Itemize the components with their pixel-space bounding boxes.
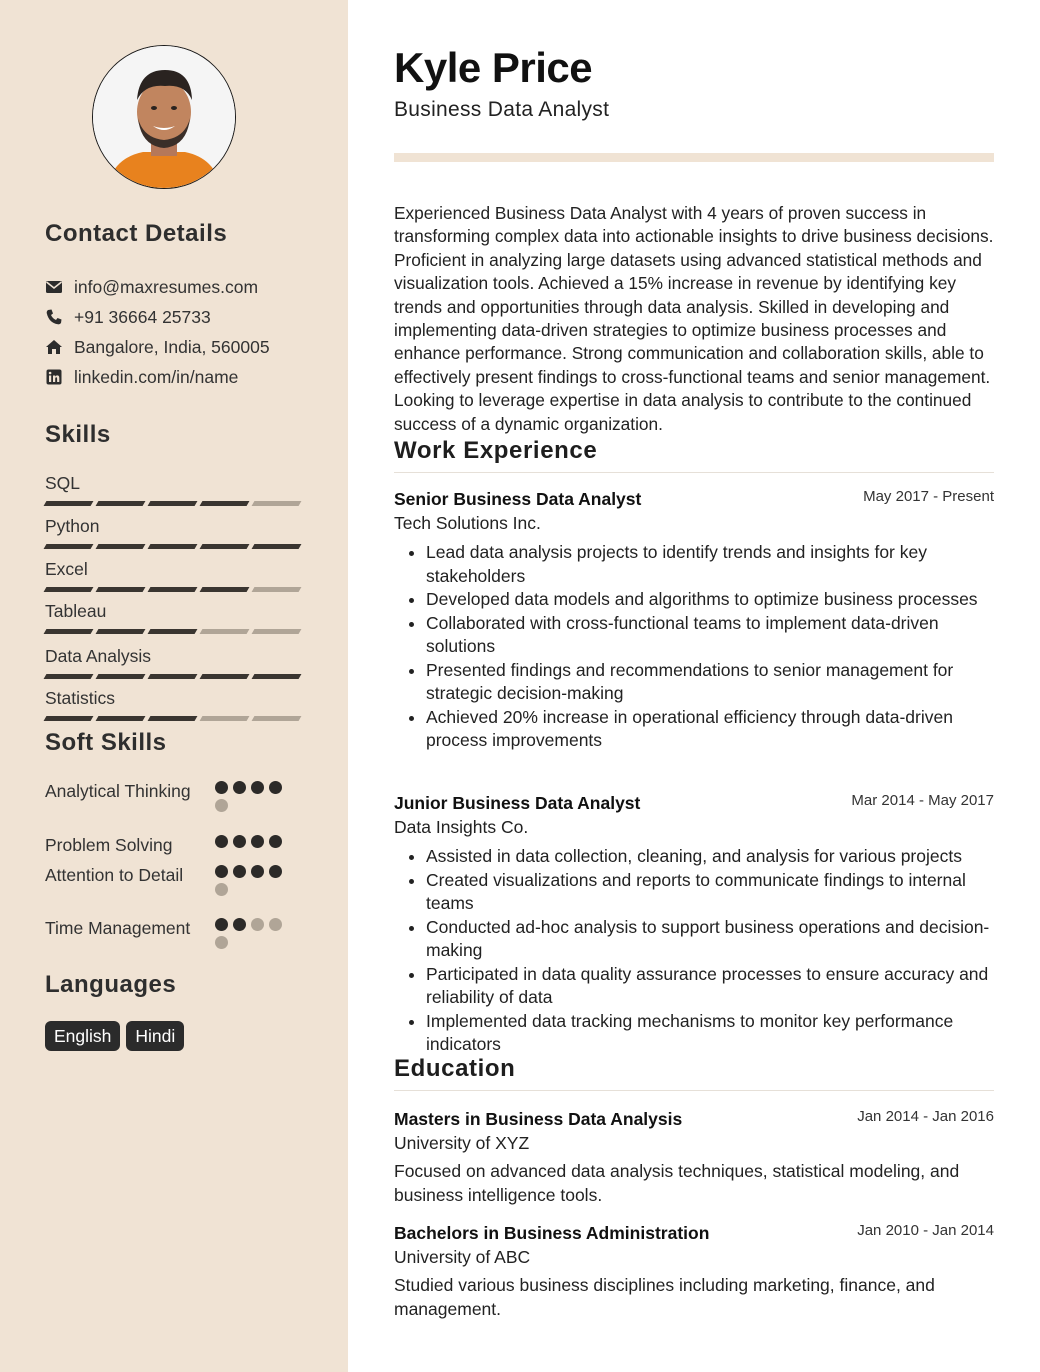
job-title: Senior Business Data Analyst [394, 489, 642, 509]
job-bullets [394, 845, 994, 1057]
education-description: Studied various business disciplines including marketing, finance, and management. [394, 1275, 935, 1319]
skill-item [45, 599, 301, 634]
job-bullet: • Assisted in data collection, cleaning, and analysis for various projects [426, 845, 994, 869]
job-bullet: • Conducted ad-hoc analysis to support business operations and decision-making [426, 916, 994, 963]
rating-dot-filled [215, 781, 228, 794]
skill-segment-filled [148, 716, 198, 721]
skill-segment-empty [252, 629, 302, 634]
skill-item [45, 557, 301, 592]
contact-email-text: info@maxresumes.com [74, 276, 259, 297]
skill-segment-filled [148, 587, 198, 592]
rating-dot-filled [269, 835, 282, 848]
rating-dot-empty [251, 918, 264, 931]
skill-segment-empty [200, 716, 250, 721]
job-bullet: • Presented findings and recommendations to senior management for strategic decision-making [426, 659, 994, 706]
rating-dot-filled [215, 835, 228, 848]
profile-photo-image [93, 46, 235, 188]
job-bullet: • Collaborated with cross-functional teams to implement data-driven solutions [426, 612, 994, 659]
contact-address [45, 335, 270, 359]
skill-segment-filled [96, 716, 146, 721]
education-description: Focused on advanced data analysis techniques, statistical modeling, and business intelligence tools. [394, 1161, 960, 1205]
education-heading: Education [394, 1055, 994, 1091]
skill-segment-filled [44, 674, 94, 679]
rating-dot-filled [251, 865, 264, 878]
job-bullet: • Implemented data tracking mechanisms to monitor key performance indicators [426, 1010, 994, 1057]
skill-segment-empty [252, 501, 302, 506]
skill-segment-filled [148, 544, 198, 549]
languages-list [45, 1021, 184, 1051]
skill-segment-filled [252, 544, 302, 549]
soft-skill-item [45, 863, 305, 887]
header-divider [394, 153, 994, 162]
work-experience-heading: Work Experience [394, 437, 994, 473]
job-company: Tech Solutions Inc. [394, 513, 541, 533]
skill-segment-filled [44, 587, 94, 592]
job-company: Data Insights Co. [394, 817, 529, 837]
skill-level-bar [45, 501, 301, 506]
soft-skill-name: Problem Solving [45, 835, 173, 855]
institution-name: University of XYZ [394, 1133, 530, 1153]
soft-skill-dots [215, 781, 295, 817]
education-entry [394, 1107, 994, 1207]
soft-skill-dots [215, 835, 295, 853]
contact-phone-text: +91 36664 25733 [74, 306, 211, 327]
skill-name: Statistics [45, 688, 116, 708]
skill-name: SQL [45, 473, 81, 493]
education-date: Jan 2014 - Jan 2016 [857, 1108, 994, 1125]
soft-skill-name: Time Management [45, 918, 191, 938]
soft-skill-dots [215, 918, 295, 954]
rating-dot-empty [269, 918, 282, 931]
contact-linkedin-text: linkedin.com/in/name [74, 366, 239, 387]
skill-level-bar [45, 716, 301, 721]
job-title: Junior Business Data Analyst [394, 793, 641, 813]
soft-skill-name: Analytical Thinking [45, 781, 191, 801]
job-date: Mar 2014 - May 2017 [851, 792, 994, 809]
skill-segment-filled [148, 674, 198, 679]
rating-dot-filled [269, 781, 282, 794]
job-entry [394, 487, 994, 753]
job-bullet: • Created visualizations and reports to communicate findings to internal teams [426, 869, 994, 916]
language-badge: English [45, 1021, 120, 1051]
soft-skills-heading: Soft Skills [45, 729, 167, 756]
skill-segment-filled [200, 674, 250, 679]
soft-skill-item [45, 779, 305, 803]
education-date: Jan 2010 - Jan 2014 [857, 1222, 994, 1239]
contact-email[interactable] [45, 275, 258, 299]
job-entry [394, 791, 994, 1057]
summary-text: Experienced Business Data Analyst with 4 years of proven success in transforming complex data into actionable insights to drive business decisions. Proficient in analyzing large datasets using advanced statistical methods and visualization tools. Achieved a 15% increase in revenue by identifying key trends and opportunities through data analysis. Skilled in developing and implementing data-driven strategies to optimize business processes and enhance performance. Strong communication and collaboration skills, able to effectively present findings to cross-functional teams and senior management. Looking to leverage expertise in data analysis to contribute to the continued success of a dynamic organization. [394, 203, 994, 434]
skill-level-bar [45, 587, 301, 592]
rating-dot-empty [215, 936, 228, 949]
rating-dot-filled [233, 835, 246, 848]
skill-segment-filled [44, 501, 94, 506]
home-icon [45, 338, 63, 356]
skill-name: Tableau [45, 601, 107, 621]
skill-segment-empty [200, 629, 250, 634]
job-bullets [394, 541, 994, 753]
degree-title: Masters in Business Data Analysis [394, 1109, 683, 1129]
skill-segment-filled [200, 587, 250, 592]
skill-segment-filled [148, 501, 198, 506]
rating-dot-filled [215, 865, 228, 878]
rating-dot-filled [269, 865, 282, 878]
education-entry [394, 1221, 994, 1321]
skill-name: Data Analysis [45, 646, 152, 666]
skill-item [45, 644, 301, 679]
skill-segment-filled [96, 629, 146, 634]
envelope-icon [45, 278, 63, 296]
rating-dot-filled [233, 865, 246, 878]
skill-segment-filled [96, 674, 146, 679]
skill-segment-filled [252, 674, 302, 679]
contact-linkedin[interactable] [45, 365, 238, 389]
skill-level-bar [45, 544, 301, 549]
institution-name: University of ABC [394, 1247, 531, 1267]
contact-address-text: Bangalore, India, 560005 [74, 336, 270, 357]
skill-segment-filled [200, 544, 250, 549]
skill-segment-filled [96, 544, 146, 549]
rating-dot-filled [251, 835, 264, 848]
skill-item [45, 686, 301, 721]
rating-dot-filled [251, 781, 264, 794]
job-bullet: • Participated in data quality assurance processes to ensure accuracy and reliability of data [426, 963, 994, 1010]
skill-name: Excel [45, 559, 88, 579]
rating-dot-empty [215, 883, 228, 896]
soft-skill-name: Attention to Detail [45, 865, 184, 885]
skill-segment-filled [44, 629, 94, 634]
skill-level-bar [45, 629, 301, 634]
rating-dot-filled [233, 918, 246, 931]
skill-segment-filled [44, 716, 94, 721]
languages-heading: Languages [45, 971, 177, 998]
soft-skill-item [45, 916, 305, 940]
skill-item [45, 514, 301, 549]
job-bullet: • Lead data analysis projects to identify trends and insights for key stakeholders [426, 541, 994, 588]
skill-segment-empty [252, 716, 302, 721]
linkedin-icon [45, 368, 63, 386]
job-bullet: • Achieved 20% increase in operational efficiency through data-driven process improvements [426, 706, 994, 753]
language-badge: Hindi [126, 1021, 184, 1051]
skill-name: Python [45, 516, 100, 536]
skill-segment-filled [200, 501, 250, 506]
skill-segment-filled [44, 544, 94, 549]
contact-phone[interactable] [45, 305, 211, 329]
skill-level-bar [45, 674, 301, 679]
job-bullet: • Developed data models and algorithms to optimize business processes [426, 588, 994, 612]
skill-segment-filled [96, 587, 146, 592]
job-date: May 2017 - Present [863, 488, 994, 505]
contact-heading: Contact Details [45, 220, 228, 247]
sidebar [0, 0, 348, 1372]
rating-dot-filled [215, 918, 228, 931]
soft-skill-item [45, 833, 305, 857]
skill-segment-empty [252, 587, 302, 592]
candidate-name: Kyle Price [394, 44, 593, 91]
rating-dot-filled [233, 781, 246, 794]
skill-item [45, 471, 301, 506]
candidate-role: Business Data Analyst [394, 98, 610, 121]
phone-icon [45, 308, 63, 326]
soft-skill-dots [215, 865, 295, 901]
skill-segment-filled [148, 629, 198, 634]
rating-dot-empty [215, 799, 228, 812]
skill-segment-filled [96, 501, 146, 506]
profile-photo [92, 45, 236, 189]
skills-heading: Skills [45, 421, 111, 448]
degree-title: Bachelors in Business Administration [394, 1223, 710, 1243]
